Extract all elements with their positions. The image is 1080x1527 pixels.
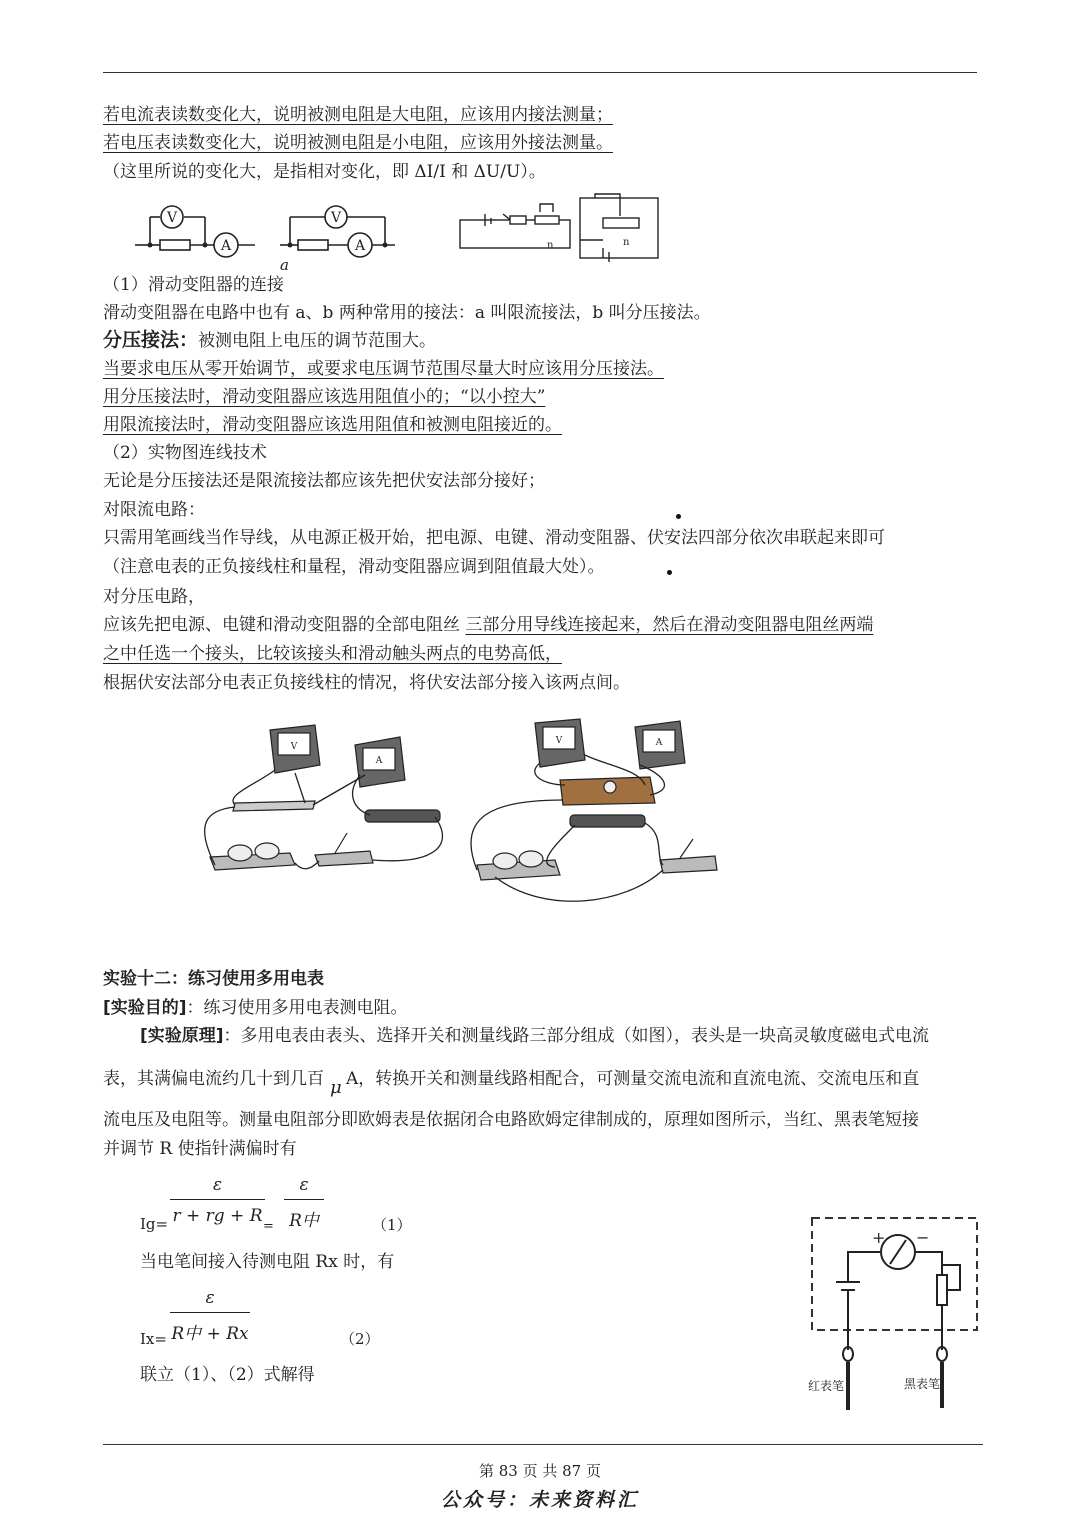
text-line: 应该先把电源、电键和滑动变阻器的全部电阻丝 三部分用导线连接起来，然后在滑动变阻器电阻丝两端 bbox=[103, 615, 874, 635]
text-line: 当电笔间接入待测电阻 Rx 时，有 bbox=[140, 1252, 395, 1272]
text-line: 用限流接法时，滑动变阻器应该选用阻值和被测电阻接近的。 bbox=[103, 415, 562, 435]
minus-sign: − bbox=[916, 1228, 930, 1247]
text-line: 分压接法：被测电阻上电压的调节范围大。 bbox=[103, 329, 437, 351]
red-probe-label: 红表笔 bbox=[808, 1379, 845, 1393]
svg-text:A: A bbox=[375, 756, 383, 766]
footer-rule bbox=[103, 1444, 983, 1445]
apparatus-right-figure bbox=[465, 715, 725, 905]
eq1-equals: = bbox=[263, 1219, 274, 1234]
text-line: 当要求电压从零开始调节，或要求电压调节范围尽量大时应该用分压接法。 bbox=[103, 359, 664, 379]
text-line: 只需用笔画线当作导线，从电源正极开始，把电源、电键、滑动变阻器、伏安法四部分依次串联起来即可 bbox=[103, 528, 885, 548]
eq2-tag: （2） bbox=[340, 1330, 380, 1348]
voltmeter-label: V bbox=[166, 210, 178, 226]
text-line: 若电压表读数变化大，说明被测电阻是小电阻，应该用外接法测量。 bbox=[103, 133, 613, 153]
svg-text:V: V bbox=[555, 736, 563, 746]
header-rule bbox=[103, 72, 977, 73]
label-a: a bbox=[280, 256, 289, 274]
ammeter-label: A bbox=[220, 238, 232, 254]
bullet-dot bbox=[676, 514, 681, 519]
eq1-fraction: $\frac{\varepsilon}{r + rg + R}$ bbox=[170, 1175, 265, 1226]
bullet-dot bbox=[667, 570, 672, 575]
rheostat-circuits bbox=[455, 190, 665, 270]
text-line: 流电压及电阻等。测量电阻部分即欧姆表是依据闭合电路欧姆定律制成的，原理如图所示，当红、黑表笔短接 bbox=[103, 1110, 919, 1130]
text-line: 并调节 R 使指针满偏时有 bbox=[103, 1139, 297, 1159]
eq1-fraction-2: ε R中 bbox=[284, 1175, 324, 1231]
svg-text:V: V bbox=[290, 742, 298, 752]
eq2-fraction: ε R中 + Rx bbox=[171, 1288, 249, 1344]
footer-brand: 公众号：未来资料汇 bbox=[440, 1489, 639, 1511]
text-line: （2）实物图连线技术 bbox=[103, 443, 267, 463]
text-line: 之中任选一个接头，比较该接头和滑动触头两点的电势高低， bbox=[103, 644, 562, 664]
text-line: 用分压接法时，滑动变阻器应该选用阻值小的；“以小控大” bbox=[103, 387, 546, 407]
svg-text:n: n bbox=[547, 240, 554, 251]
text-line: 无论是分压接法还是限流接法都应该先把伏安法部分接好； bbox=[103, 471, 545, 491]
page-number: 第 83 页 共 87 页 bbox=[478, 1462, 601, 1480]
ohmmeter-diagram bbox=[800, 1210, 990, 1420]
text-line: 对分压电路， bbox=[103, 587, 205, 607]
text-line: （这里所说的变化大，是指相对变化，即 ΔI/I 和 ΔU/U）。 bbox=[103, 162, 546, 182]
text-line: [实验目的]：练习使用多用电表测电阻。 bbox=[103, 998, 408, 1018]
apparatus-left-figure bbox=[195, 715, 465, 880]
eq1-tag: （1） bbox=[372, 1216, 412, 1234]
text-line: 滑动变阻器在电路中也有 a、b 两种常用的接法：a 叫限流接法，b 叫分压接法。 bbox=[103, 303, 711, 323]
svg-text:n: n bbox=[623, 237, 630, 248]
text-line: 若电流表读数变化大，说明被测电阻是大电阻，应该用内接法测量； bbox=[103, 105, 613, 125]
black-probe-label: 黑表笔 bbox=[904, 1377, 941, 1391]
text-line: 对限流电路： bbox=[103, 500, 205, 520]
text-line: （注意电表的正负接线柱和量程，滑动变阻器应调到阻值最大处）。 bbox=[103, 557, 605, 577]
voltammetry-circuits bbox=[130, 195, 400, 275]
text-line: 根据伏安法部分电表正负接线柱的情况，将伏安法部分接入该两点间。 bbox=[103, 673, 630, 693]
text-line: （1）滑动变阻器的连接 bbox=[103, 275, 284, 295]
eq1-lhs: Ig= bbox=[140, 1215, 169, 1233]
section-heading: 实验十二：练习使用多用电表 bbox=[103, 969, 324, 989]
text-line: 联立（1）、（2）式解得 bbox=[140, 1365, 315, 1385]
eq2-lhs: Ix= bbox=[140, 1330, 167, 1348]
plus-sign: + bbox=[872, 1228, 886, 1247]
svg-text:A: A bbox=[655, 738, 663, 748]
ammeter-label: A bbox=[354, 238, 366, 254]
voltmeter-label: V bbox=[330, 210, 342, 226]
text-line: [实验原理]：多用电表由表头、选择开关和测量线路三部分组成（如图），表头是一块高灵敏度磁电式电流 bbox=[140, 1026, 930, 1046]
mu-symbol: μ bbox=[330, 1077, 342, 1098]
text-line: 表，其满偏电流约几十到几百 μ A，转换开关和测量线路相配合，可测量交流电流和直流电流、交流电压和直 bbox=[103, 1069, 920, 1098]
